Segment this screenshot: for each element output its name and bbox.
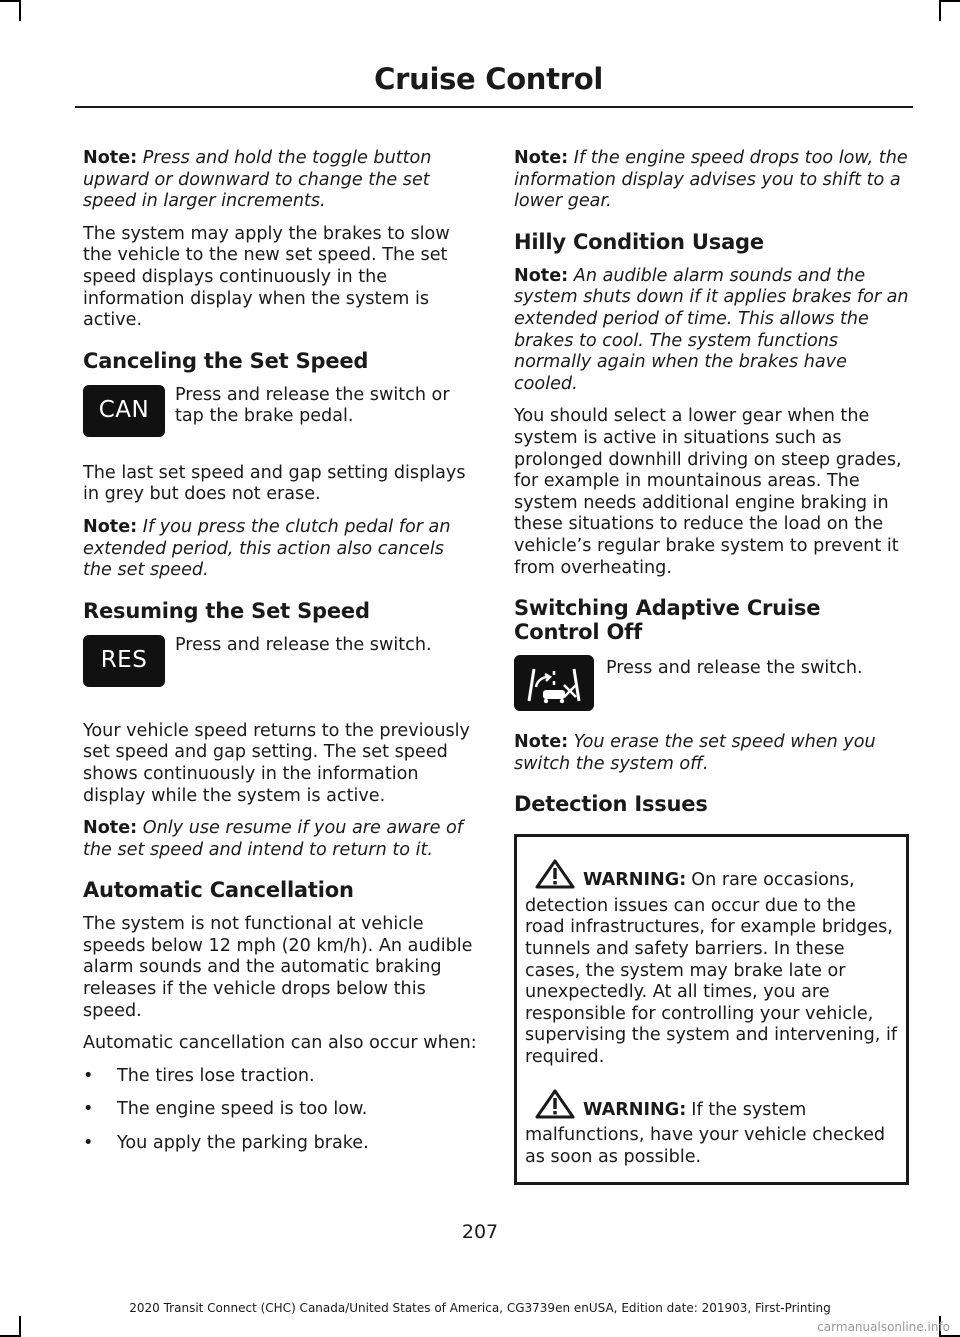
paragraph: The system is not functional at vehicle speeds below 12 mph (20 km/h). An audible alarm sounds and the automatic braking releases if the vehicle drops below this speed. <box>83 914 473 1021</box>
crop-mark <box>19 0 21 21</box>
list-item-text: You apply the parking brake. <box>117 1133 369 1154</box>
warning-icon <box>535 1089 575 1126</box>
section-heading-hilly-condition: Hilly Condition Usage <box>514 229 764 254</box>
switch-off-instruction <box>514 658 909 720</box>
warning-icon <box>535 859 575 896</box>
note-label: Note: <box>83 818 138 839</box>
note-text: An audible alarm sounds and the system shuts down if it applies brakes for an extended period of time. This allows the brakes to cool. The system functions normally again when the brakes have cooled. <box>514 265 909 394</box>
section-heading-resuming: Resuming the Set Speed <box>83 598 370 623</box>
can-button-icon: CAN <box>83 385 165 437</box>
note-text: If you press the clutch pedal for an extended period, this action also cancels the set speed. <box>83 516 451 581</box>
paragraph: Your vehicle speed returns to the previously set speed and gap setting. The set speed shows continuously in the information display while the system is active. <box>83 720 470 806</box>
instruction-text: Press and release the switch. <box>175 634 432 655</box>
note-label: Note: <box>514 732 569 753</box>
section-heading-automatic-cancellation: Automatic Cancellation <box>83 878 354 903</box>
note-text: You erase the set speed when you switch the system off. <box>514 732 876 774</box>
list-item-text: The engine speed is too low. <box>117 1099 368 1120</box>
crop-mark <box>0 0 20 2</box>
bullet-icon: • <box>83 1065 94 1086</box>
page-title: Cruise Control <box>374 62 603 96</box>
note-label: Note: <box>83 148 138 168</box>
bullet-list <box>83 1066 477 1155</box>
section-heading-detection-issues: Detection Issues <box>514 792 708 817</box>
footer-text: 2020 Transit Connect (CHC) Canada/United States of America, CG3739en enUSA, Edition date: 201903, First-Printing <box>129 1301 831 1315</box>
note-text: If the engine speed drops too low, the information display advises you to shift to a lower gear. <box>514 148 908 212</box>
adaptive-cruise-off-icon <box>514 655 594 711</box>
page-number: 207 <box>461 1221 499 1243</box>
res-button-icon: RES <box>83 635 165 687</box>
warning-label: WARNING: <box>583 870 687 891</box>
crop-mark <box>940 0 960 2</box>
note-label: Note: <box>83 516 138 537</box>
list-item <box>83 1133 477 1155</box>
paragraph: You should select a lower gear when the system is active in situations such as prolonged downhill driving on steep grades, for example in mountainous areas. The system needs additional engine braking in these situations to reduce the load on the vehicle’s regular brake system to prevent it from overheating. <box>514 406 902 578</box>
note-label: Note: <box>514 148 569 168</box>
paragraph: The last set speed and gap setting displays in grey but does not erase. <box>83 462 466 505</box>
paragraph: The system may apply the brakes to slow the vehicle to the new set speed. The set speed displays continuously in the information display when the system is active. <box>83 223 450 331</box>
paragraph: Automatic cancellation can also occur when: <box>83 1033 477 1054</box>
note <box>83 818 477 861</box>
left-column <box>83 148 477 1167</box>
warning <box>525 1089 898 1169</box>
note <box>83 148 477 213</box>
instruction-text: Press and release the switch. <box>606 658 863 679</box>
note <box>514 266 909 396</box>
list-item <box>83 1066 477 1088</box>
note-text: Only use resume if you are aware of the set speed and intend to return to it. <box>83 818 463 860</box>
warning-label: WARNING: <box>583 1099 687 1120</box>
section-heading-canceling: Canceling the Set Speed <box>83 348 369 373</box>
bullet-icon: • <box>83 1133 94 1154</box>
note <box>514 148 909 213</box>
right-column <box>514 148 909 1185</box>
note <box>514 732 909 775</box>
warning-text: On rare occasions, detection issues can occur due to the road infrastructures, for example bridges, tunnels and safety barriers. In these cases, the system may brake late or unexpectedly. At all times, you are responsible for controlling your vehicle, supervising the system and intervening, if required. <box>525 870 898 1068</box>
cancel-instruction <box>83 385 477 451</box>
crop-mark <box>19 1316 21 1337</box>
list-item <box>83 1099 477 1121</box>
note-label: Note: <box>514 265 569 286</box>
instruction-text: Press and release the switch or tap the brake pedal. <box>175 384 450 427</box>
warning-box <box>514 834 909 1185</box>
section-heading-switching-off: Switching Adaptive Cruise Control Off <box>514 596 821 645</box>
warning <box>525 859 898 1068</box>
note <box>83 517 477 582</box>
warning-text: If the system malfunctions, have your vehicle checked as soon as possible. <box>525 1099 886 1167</box>
crop-mark <box>939 0 941 21</box>
page-header <box>75 58 913 108</box>
bullet-icon: • <box>83 1099 94 1120</box>
list-item-text: The tires lose traction. <box>117 1065 315 1086</box>
resume-instruction <box>83 635 477 709</box>
watermark: carmanualsonline.info <box>817 1320 950 1334</box>
note-text: Press and hold the toggle button upward or downward to change the set speed in larger increments. <box>83 148 432 212</box>
